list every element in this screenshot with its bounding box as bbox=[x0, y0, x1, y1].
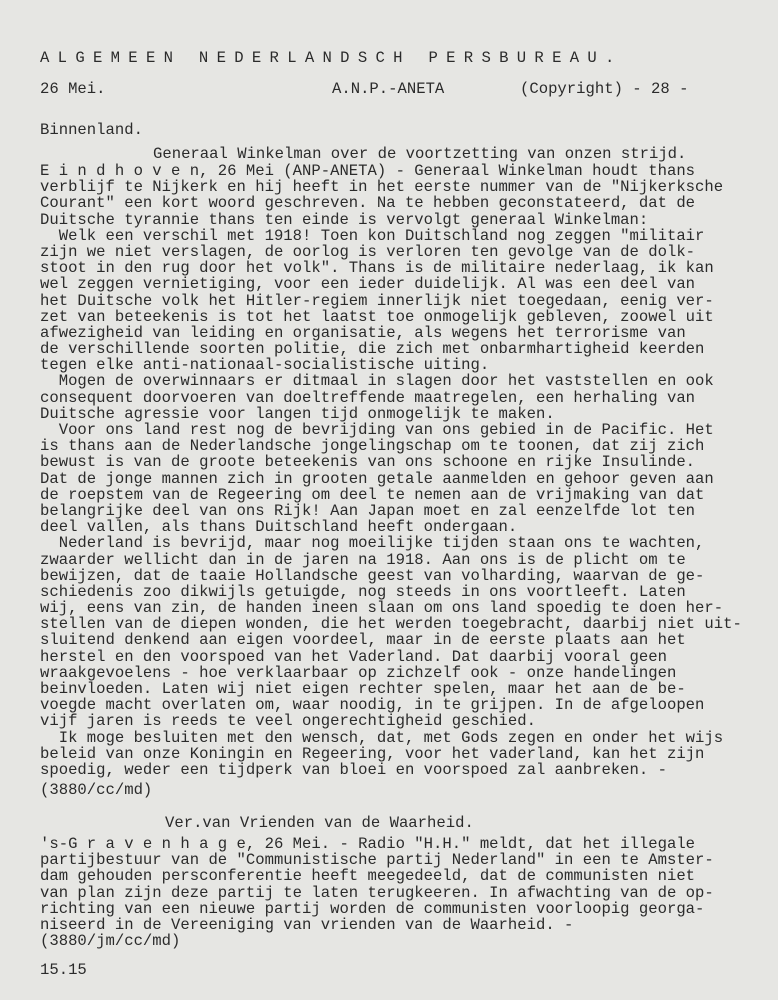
text-line: E i n d h o v e n, 26 Mei (ANP-ANETA) - Generaal Winkelman houdt thans bbox=[40, 162, 696, 180]
text-line: wij, eens van zin, de handen ineen slaan om ons land spoedig te doen her- bbox=[40, 599, 724, 618]
text-line: Mogen de overwinnaars er ditmaal in slagen door het vaststellen en ook bbox=[40, 372, 714, 391]
text-line: Dat de jonge mannen zich in grooten getale aanmelden en gehoor geven aan bbox=[40, 469, 714, 488]
text-line: beinvloeden. Laten wij niet eigen rechter spelen, maar het aan de be- bbox=[40, 680, 686, 698]
article-1-body bbox=[40, 163, 742, 778]
article-1-ref: (3880/cc/md) bbox=[40, 781, 153, 799]
text-line: sluitend denkend aan eigen voordeel, maar in de eerste plaats aan het bbox=[40, 631, 686, 650]
text-line: zwaarder wellicht dan in de jaren na 1918. Aan ons is de plicht om te bbox=[40, 550, 686, 569]
text-line: zijn we niet verslagen, de oorlog is verloren ten gevolge van de dolk- bbox=[40, 242, 696, 261]
text-line: de verschillende soorten politie, die zich met onbarmhartigheid keerden bbox=[40, 340, 705, 359]
text-line: Nederland is bevrijd, maar nog moeilijke tijden staan ons te wachten, bbox=[40, 534, 705, 553]
text-line: herstel en den voorspoed van het Vaderland. Dat daarbij vooral geen bbox=[40, 647, 667, 666]
agency-heading: ALGEMEEN NEDERLANDSCH PERSBUREAU. bbox=[40, 49, 623, 67]
text-line: beleid van onze Koningin en Regeering, voor het vaderland, kan het zijn bbox=[40, 744, 705, 763]
text-line: consequent doorvoeren van doeltreffende maatregelen, een herhaling van bbox=[40, 388, 696, 407]
text-line: is thans aan de Nederlandsche jongelingschap om te toonen, dat zij zich bbox=[40, 437, 705, 456]
text-line: vijf jaren is reeds te veel ongerechtigheid geschied. bbox=[40, 712, 536, 731]
text-line: verblijf te Nijkerk en hij heeft in het eerste nummer van de "Nijkerksche bbox=[40, 178, 724, 197]
text-line: partijbestuur van de "Communistische partij Nederland" in een te Amster- bbox=[40, 851, 714, 870]
text-line: belangrijke deel van ons Rijk! Aan Japan moet en zal eenzelfde lot ten bbox=[40, 501, 696, 520]
text-line: schiedenis zoo dikwijls getuigde, nog steeds in ons voortleeft. Laten bbox=[40, 582, 686, 601]
section-label: Binnenland. bbox=[40, 121, 143, 139]
copyright-page: (Copyright) - 28 - bbox=[520, 80, 689, 98]
text-line: wraakgevoelens - hoe verklaarbaar op zichzelf ook - onze handelingen bbox=[40, 663, 677, 682]
text-line: Voor ons land rest nog de bevrijding van ons gebied in de Pacific. Het bbox=[40, 421, 714, 439]
text-line: van plan zijn deze partij te laten terugkeeren. In afwachting van de op- bbox=[40, 883, 714, 902]
text-line: bewust is van de groote beteekenis van ons schoone en rijke Insulinde. bbox=[40, 453, 696, 472]
text-line: deel vallen, als thans Duitschland heeft ondergaan. bbox=[40, 518, 518, 537]
text-line: Welk een verschil met 1918! Toen kon Duitschland nog zeggen "militair bbox=[40, 226, 705, 245]
article-1-title: Generaal Winkelman over de voortzetting van onzen strijd. bbox=[153, 145, 687, 163]
dispatch-source: A.N.P.-ANETA bbox=[332, 80, 445, 98]
text-line: de roepstem van de Regeering om deel te nemen aan de vrijmaking van dat bbox=[40, 485, 705, 504]
text-line: richting van een nieuwe partij worden de communisten voorloopig georga- bbox=[40, 899, 705, 918]
article-2-title: Ver.van Vrienden van de Waarheid. bbox=[165, 814, 474, 832]
text-line: Duitsche tyrannie thans ten einde is vervolgt generaal Winkelman: bbox=[40, 210, 649, 229]
text-line: wel zeggen vernietiging, voor een ieder duidelijk. Al was een deel van bbox=[40, 275, 696, 294]
text-line: afwezigheid van leiding en organisatie, als wegens het terrorisme van bbox=[40, 323, 686, 342]
text-line: Courant" een kort woord geschreven. Na te hebben geconstateerd, dat de bbox=[40, 194, 696, 213]
text-line: voegde macht overlaten om, waar noodig, in te grijpen. In de afgeloopen bbox=[40, 696, 705, 715]
text-line: bewijzen, dat de taaie Hollandsche geest van volharding, waarvan de ge- bbox=[40, 566, 705, 585]
text-line: zet van beteekenis is tot het laatst toe onmogelijk gebleven, zoowel uit bbox=[40, 307, 714, 326]
text-line: 's-G r a v e n h a g e, 26 Mei. - Radio "H.H." meldt, dat het illegale bbox=[40, 835, 696, 853]
text-line: tegen elke anti-nationaal-socialistische uiting. bbox=[40, 356, 490, 375]
text-line: stoot in den rug door het volk". Thans is de militaire nederlaag, ik kan bbox=[40, 259, 714, 278]
dispatch-date: 26 Mei. bbox=[40, 80, 106, 98]
text-line: stellen van de diepen wonden, die het werden toegebracht, daarbij niet uit- bbox=[40, 615, 742, 634]
footer-time: 15.15 bbox=[40, 961, 87, 979]
article-2-body bbox=[40, 836, 714, 949]
text-line: (3880/jm/cc/md) bbox=[40, 932, 181, 951]
text-line: het Duitsche volk het Hitler-regiem innerlijk niet toegedaan, eenig ver- bbox=[40, 291, 714, 310]
text-line: Duitsche agressie voor langen tijd onmogelijk te maken. bbox=[40, 404, 555, 423]
text-line: spoedig, weder een tijdperk van bloei en voorspoed zal aanbreken. - bbox=[40, 760, 667, 779]
text-line: niseerd in de Vereeniging van vrienden van de Waarheid. - bbox=[40, 915, 574, 934]
text-line: Ik moge besluiten met den wensch, dat, met Gods zegen en onder het wijs bbox=[40, 728, 724, 747]
text-line: dam gehouden persconferentie heeft meegedeeld, dat de communisten niet bbox=[40, 867, 696, 886]
